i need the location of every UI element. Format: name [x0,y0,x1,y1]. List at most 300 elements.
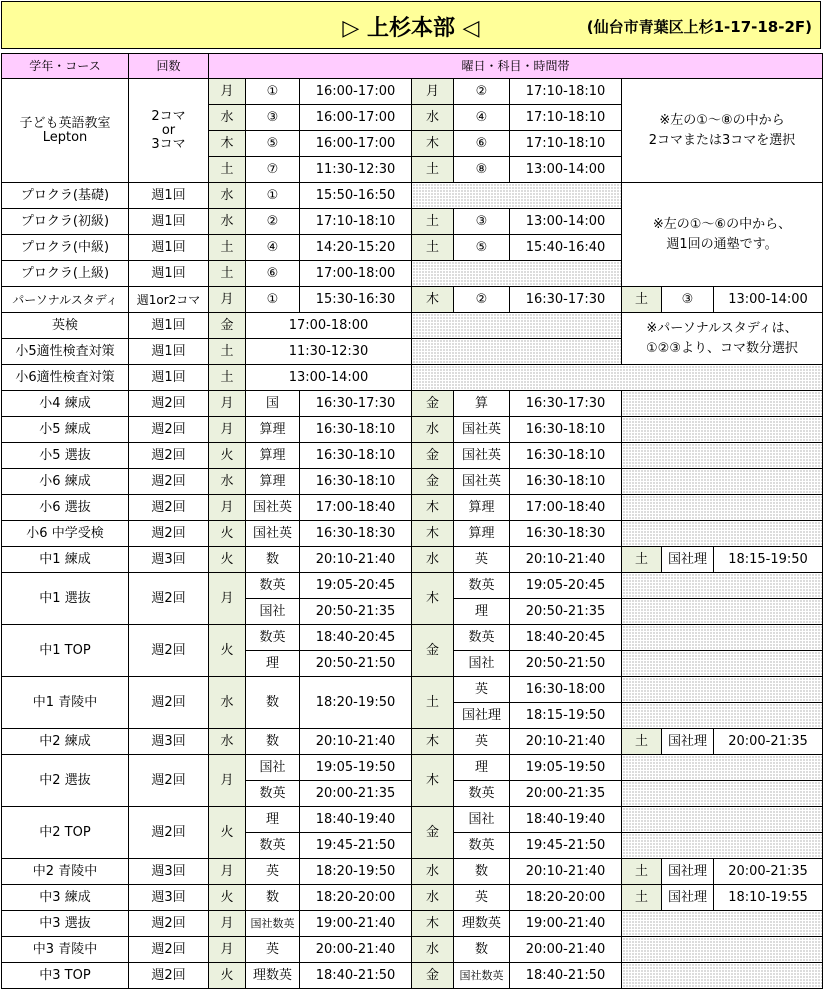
time: 15:40-16:40 [510,235,622,261]
weekday: 月 [209,937,246,963]
empty-cell [622,677,823,703]
subject: 理 [454,599,510,625]
weekday: 火 [209,885,246,911]
course-name: パーソナルスタディ [2,287,129,313]
subject: 算理 [454,521,510,547]
time: 16:30-17:30 [510,391,622,417]
header-count: 回数 [129,54,209,79]
weekday: 月 [412,79,454,105]
time: 16:30-18:10 [510,469,622,495]
course-count: 週1回 [129,339,209,365]
weekday: 火 [209,963,246,989]
time: 17:00-18:00 [246,313,412,339]
weekday: 木 [209,131,246,157]
time: 17:00-18:40 [510,495,622,521]
time: 18:40-21:50 [510,963,622,989]
course-name: プロクラ(基礎) [2,183,129,209]
time: 20:00-21:40 [300,937,412,963]
course-count: 週2回 [129,677,209,729]
course-name: 中1 選抜 [2,573,129,625]
time: 15:50-16:50 [300,183,412,209]
weekday: 土 [622,287,662,313]
time: 20:00-21:35 [714,859,823,885]
weekday: 土 [209,339,246,365]
time: 20:50-21:35 [300,599,412,625]
time: 16:30-18:00 [510,677,622,703]
subject: 国社英 [454,443,510,469]
time: 19:00-21:40 [300,911,412,937]
subject: 国社 [246,599,300,625]
course-count: 週3回 [129,547,209,573]
empty-cell [622,807,823,833]
weekday: 木 [412,729,454,755]
course-name: 中3 青陵中 [2,937,129,963]
empty-cell [622,963,823,989]
subject: 理 [246,807,300,833]
time: 16:00-17:00 [300,105,412,131]
subject: 国社理 [662,859,714,885]
empty-cell [622,651,823,677]
empty-cell [622,703,823,729]
course-name: 中3 選抜 [2,911,129,937]
weekday: 水 [412,105,454,131]
table-row [2,417,823,443]
subject: 国社英 [454,469,510,495]
weekday: 木 [412,573,454,625]
empty-cell [622,833,823,859]
table-row [2,443,823,469]
course-count: 週2回 [129,573,209,625]
time: 16:30-17:30 [510,287,622,313]
weekday: 土 [622,547,662,573]
course-name: プロクラ(中級) [2,235,129,261]
subject: 数英 [246,625,300,651]
empty-cell [412,313,622,339]
page-title: ▷ 上杉本部 ◁ [342,16,480,41]
table-row [2,807,823,833]
subject: 国社 [246,755,300,781]
table-row [2,677,823,703]
subject: 数 [246,547,300,573]
course-count: 週1回 [129,183,209,209]
weekday: 月 [209,79,246,105]
weekday: 土 [209,235,246,261]
time: 19:00-21:40 [510,911,622,937]
table-row [2,521,823,547]
time: 17:10-18:10 [510,131,622,157]
weekday: 月 [209,495,246,521]
time: 18:20-19:50 [300,859,412,885]
subject: 数 [246,677,300,729]
subject: 数 [454,859,510,885]
weekday: 水 [412,547,454,573]
subject: 算 [454,391,510,417]
time: 19:05-20:45 [510,573,622,599]
course-name: プロクラ(初級) [2,209,129,235]
course-name: 中1 TOP [2,625,129,677]
course-count: 週3回 [129,885,209,911]
time: 16:30-17:30 [300,391,412,417]
course-name: 小6 中学受検 [2,521,129,547]
course-name: 中2 TOP [2,807,129,859]
time: 19:05-19:50 [510,755,622,781]
table-row [2,885,823,911]
weekday: 土 [412,235,454,261]
empty-cell [412,365,823,391]
weekday: 月 [209,573,246,625]
subject: 英 [246,937,300,963]
time: 20:10-21:40 [300,729,412,755]
time: 18:40-21:50 [300,963,412,989]
table-row [2,729,823,755]
table-row [2,495,823,521]
time: 16:30-18:30 [300,521,412,547]
weekday: 水 [209,183,246,209]
course-count: 週2回 [129,963,209,989]
empty-cell [622,937,823,963]
subject: 数英 [454,573,510,599]
course-count: 週1回 [129,365,209,391]
slot: ① [246,287,300,313]
time: 20:10-21:40 [300,547,412,573]
table-row [2,963,823,989]
time: 11:30-12:30 [300,157,412,183]
course-count: 週2回 [129,469,209,495]
time: 20:50-21:50 [510,651,622,677]
table-row [2,469,823,495]
course-count: 週2回 [129,807,209,859]
time: 18:10-19:55 [714,885,823,911]
course-count: 週1or2コマ [129,287,209,313]
time: 18:15-19:50 [714,547,823,573]
time: 20:00-21:40 [510,937,622,963]
empty-cell [622,911,823,937]
slot: ④ [454,105,510,131]
weekday: 月 [209,417,246,443]
empty-cell [622,573,823,599]
note: ※パーソナルスタディは、 ①②③より、コマ数分選択 [622,313,823,365]
table-row [2,625,823,651]
course-name: プロクラ(上級) [2,261,129,287]
time: 11:30-12:30 [246,339,412,365]
table-row [2,755,823,781]
weekday: 水 [209,729,246,755]
subject: 国社英 [246,521,300,547]
slot: ③ [454,209,510,235]
weekday: 木 [412,495,454,521]
time: 18:20-20:00 [300,885,412,911]
course-name: 小5 選抜 [2,443,129,469]
subject: 理 [246,651,300,677]
weekday: 月 [209,287,246,313]
course-name: 中2 練成 [2,729,129,755]
time: 16:30-18:10 [510,443,622,469]
subject: 算理 [454,495,510,521]
time: 18:20-19:50 [300,677,412,729]
weekday: 金 [412,963,454,989]
weekday: 木 [412,521,454,547]
subject: 数 [246,729,300,755]
schedule-table [1,53,823,989]
empty-cell [622,469,823,495]
subject: 英 [246,859,300,885]
course-name: 子ども英語教室 Lepton [2,79,129,183]
subject: 算理 [246,443,300,469]
table-row [2,859,823,885]
subject: 数英 [454,781,510,807]
weekday: 金 [412,469,454,495]
time: 17:10-18:10 [510,105,622,131]
empty-cell [412,183,622,209]
time: 13:00-14:00 [510,157,622,183]
time: 16:00-17:00 [300,131,412,157]
subject: 英 [454,677,510,703]
table-row [2,313,823,339]
time: 20:10-21:40 [510,547,622,573]
empty-cell [622,625,823,651]
course-name: 中2 選抜 [2,755,129,807]
time: 17:10-18:10 [300,209,412,235]
weekday: 火 [209,547,246,573]
course-count: 週3回 [129,729,209,755]
course-count: 週1回 [129,313,209,339]
empty-cell [622,495,823,521]
time: 15:30-16:30 [300,287,412,313]
weekday: 火 [209,443,246,469]
empty-cell [622,443,823,469]
course-count: 週2回 [129,755,209,807]
course-name: 小4 練成 [2,391,129,417]
subject: 国社 [454,807,510,833]
subject: 数英 [454,625,510,651]
address: (仙台市青葉区上杉1-17-18-2F) [586,18,812,36]
empty-cell [622,521,823,547]
slot: ③ [662,287,714,313]
subject: 国社英 [454,417,510,443]
weekday: 土 [412,157,454,183]
title-banner [1,1,821,49]
subject: 英 [454,547,510,573]
note: ※左の①～⑧の中から 2コマまたは3コマを選択 [622,79,823,183]
time: 17:10-18:10 [510,79,622,105]
time: 16:00-17:00 [300,79,412,105]
header-course: 学年・コース [2,54,129,79]
subject: 国社英 [246,495,300,521]
table-row [2,287,823,313]
time: 19:45-21:50 [300,833,412,859]
course-name: 小6適性検査対策 [2,365,129,391]
weekday: 火 [209,807,246,859]
slot: ⑦ [246,157,300,183]
empty-cell [622,599,823,625]
time: 16:30-18:10 [300,469,412,495]
time: 18:40-19:40 [300,807,412,833]
time: 13:00-14:00 [510,209,622,235]
weekday: 水 [209,677,246,729]
table-row [2,573,823,599]
empty-cell [622,391,823,417]
course-count: 週2回 [129,937,209,963]
subject: 理数英 [454,911,510,937]
weekday: 木 [412,755,454,807]
subject: 国社理 [662,729,714,755]
course-name: 中3 TOP [2,963,129,989]
weekday: 水 [209,105,246,131]
weekday: 水 [412,885,454,911]
time: 20:00-21:35 [714,729,823,755]
subject: 数英 [454,833,510,859]
subject: 国社理 [662,885,714,911]
time: 20:10-21:40 [510,729,622,755]
course-count: 週2回 [129,911,209,937]
table-row [2,911,823,937]
course-count: 週2回 [129,625,209,677]
subject: 数英 [246,781,300,807]
weekday: 金 [412,443,454,469]
course-count: 2コマ or 3コマ [129,79,209,183]
weekday: 土 [622,729,662,755]
time: 17:00-18:40 [300,495,412,521]
subject: 英 [454,885,510,911]
subject: 算理 [246,469,300,495]
weekday: 土 [412,677,454,729]
subject: 国社数英 [246,911,300,937]
subject: 理 [454,755,510,781]
course-count: 週3回 [129,859,209,885]
subject: 国社理 [662,547,714,573]
course-count: 週2回 [129,417,209,443]
slot: ② [246,209,300,235]
course-name: 中1 青陵中 [2,677,129,729]
time: 19:45-21:50 [510,833,622,859]
slot: ⑥ [246,261,300,287]
time: 13:00-14:00 [714,287,823,313]
note: ※左の①～⑥の中から、 週1回の通塾です。 [622,183,823,287]
course-name: 小6 練成 [2,469,129,495]
weekday: 土 [412,209,454,235]
slot: ② [454,79,510,105]
time: 18:40-19:40 [510,807,622,833]
slot: ⑧ [454,157,510,183]
time: 20:50-21:50 [300,651,412,677]
time: 20:50-21:35 [510,599,622,625]
time: 18:15-19:50 [510,703,622,729]
time: 18:20-20:00 [510,885,622,911]
course-name: 英検 [2,313,129,339]
table-row [2,54,823,79]
weekday: 水 [412,859,454,885]
subject: 算理 [246,417,300,443]
time: 19:05-20:45 [300,573,412,599]
weekday: 土 [209,157,246,183]
weekday: 木 [412,911,454,937]
weekday: 金 [412,807,454,859]
course-count: 週1回 [129,261,209,287]
time: 20:00-21:35 [300,781,412,807]
course-name: 小6 選抜 [2,495,129,521]
table-row [2,79,823,105]
weekday: 土 [209,365,246,391]
course-name: 小5適性検査対策 [2,339,129,365]
weekday: 水 [412,417,454,443]
table-row [2,937,823,963]
slot: ④ [246,235,300,261]
course-name: 中1 練成 [2,547,129,573]
subject: 数 [246,885,300,911]
slot: ⑥ [454,131,510,157]
course-name: 中3 練成 [2,885,129,911]
subject: 数英 [246,833,300,859]
time: 20:10-21:40 [510,859,622,885]
empty-cell [622,781,823,807]
empty-cell [412,339,622,365]
subject: 国 [246,391,300,417]
weekday: 木 [412,131,454,157]
slot: ⑤ [246,131,300,157]
slot: ② [454,287,510,313]
weekday: 火 [209,625,246,677]
time: 19:05-19:50 [300,755,412,781]
table-row [2,391,823,417]
weekday: 水 [209,209,246,235]
course-name: 小5 練成 [2,417,129,443]
weekday: 水 [209,469,246,495]
time: 16:30-18:10 [510,417,622,443]
time: 18:40-20:45 [300,625,412,651]
weekday: 土 [622,859,662,885]
empty-cell [622,417,823,443]
weekday: 土 [209,261,246,287]
time: 13:00-14:00 [246,365,412,391]
table-row [2,365,823,391]
table-row [2,547,823,573]
subject: 理数英 [246,963,300,989]
weekday: 木 [412,287,454,313]
subject: 国社 [454,651,510,677]
course-name: 中2 青陵中 [2,859,129,885]
course-count: 週2回 [129,521,209,547]
time: 16:30-18:10 [300,443,412,469]
weekday: 月 [209,911,246,937]
slot: ① [246,79,300,105]
course-count: 週1回 [129,209,209,235]
slot: ① [246,183,300,209]
weekday: 月 [209,755,246,807]
course-count: 週2回 [129,443,209,469]
weekday: 金 [412,625,454,677]
time: 16:30-18:30 [510,521,622,547]
empty-cell [622,755,823,781]
time: 17:00-18:00 [300,261,412,287]
course-count: 週2回 [129,495,209,521]
weekday: 月 [209,859,246,885]
time: 18:40-20:45 [510,625,622,651]
course-count: 週1回 [129,235,209,261]
empty-cell [412,261,622,287]
subject: 国社理 [454,703,510,729]
header-schedule: 曜日・科目・時間帯 [209,54,823,79]
weekday: 月 [209,391,246,417]
weekday: 土 [622,885,662,911]
course-count: 週2回 [129,391,209,417]
weekday: 金 [412,391,454,417]
weekday: 金 [209,313,246,339]
subject: 国社数英 [454,963,510,989]
subject: 数 [454,937,510,963]
time: 14:20-15:20 [300,235,412,261]
time: 16:30-18:10 [300,417,412,443]
weekday: 水 [412,937,454,963]
